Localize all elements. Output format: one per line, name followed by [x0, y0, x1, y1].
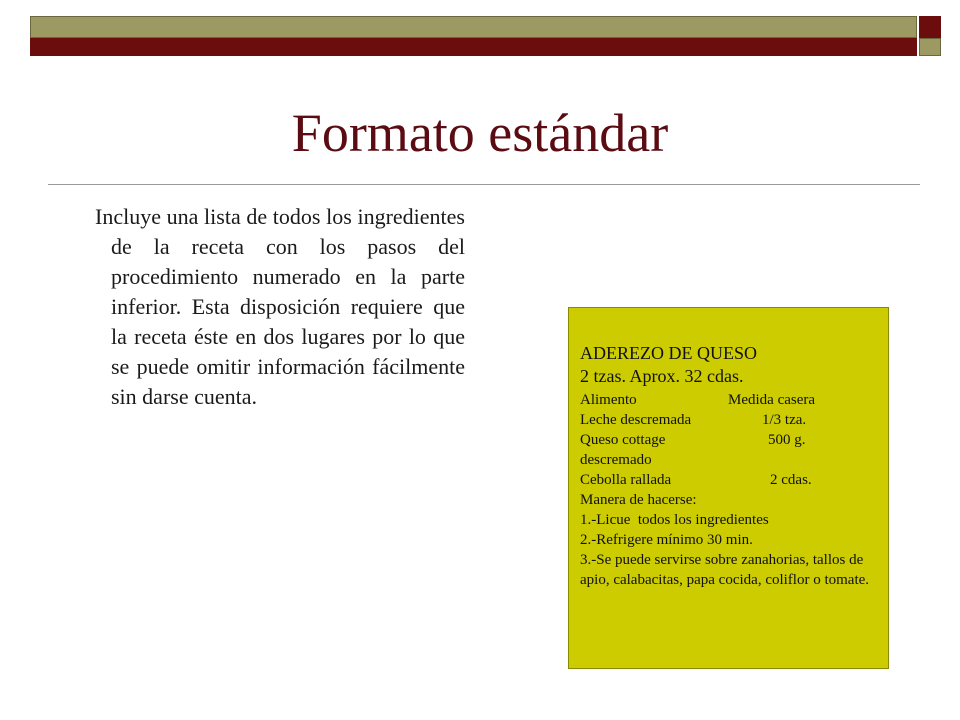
recipe-title: ADEREZO DE QUESO — [580, 343, 757, 363]
recipe-yield: 2 tzas. Aprox. 32 cdas. — [580, 366, 744, 386]
corner-block-maroon — [919, 16, 941, 38]
recipe-header-row — [580, 390, 878, 410]
ingredient-row — [580, 470, 878, 490]
ingredient-note: descremado — [580, 452, 652, 468]
corner-block-olive — [919, 38, 941, 56]
ingredient-row — [580, 430, 878, 450]
header-medida: Medida casera — [728, 392, 816, 408]
recipe-card — [568, 307, 889, 669]
step-item: 1.-Licue todos los ingredientes — [580, 512, 769, 528]
ingredient-name: Cebolla rallada — [580, 472, 672, 488]
step-item: 2.-Refrigere mínimo 30 min. — [580, 532, 753, 548]
step-item: 3.-Se puede servirse sobre zanahorias, tallos de apio, calabacitas, papa cocida, coliflor o tomate. — [580, 552, 870, 588]
ingredient-measure: 500 g. — [768, 432, 806, 448]
ingredient-measure: 1/3 tza. — [762, 412, 807, 428]
ingredient-row — [580, 410, 878, 430]
top-bar-maroon — [30, 38, 917, 56]
header-alimento: Alimento — [580, 392, 637, 408]
ingredient-measure: 2 cdas. — [770, 472, 812, 488]
ingredient-name: Leche descremada — [580, 412, 692, 428]
ingredient-name: Queso cottage — [580, 432, 666, 448]
method-label: Manera de hacerse: — [580, 492, 697, 508]
top-bar-olive — [30, 16, 917, 38]
slide-body-text: Incluye una lista de todos los ingredientes de la receta con los pasos del procedimiento numerado en la parte inferior. Esta disposición requiere que la receta éste en dos lugares por lo que se puede omitir información fácilmente sin darse cuenta. — [95, 204, 465, 409]
slide-title: Formato estándar — [291, 103, 669, 163]
title-divider — [48, 184, 920, 185]
